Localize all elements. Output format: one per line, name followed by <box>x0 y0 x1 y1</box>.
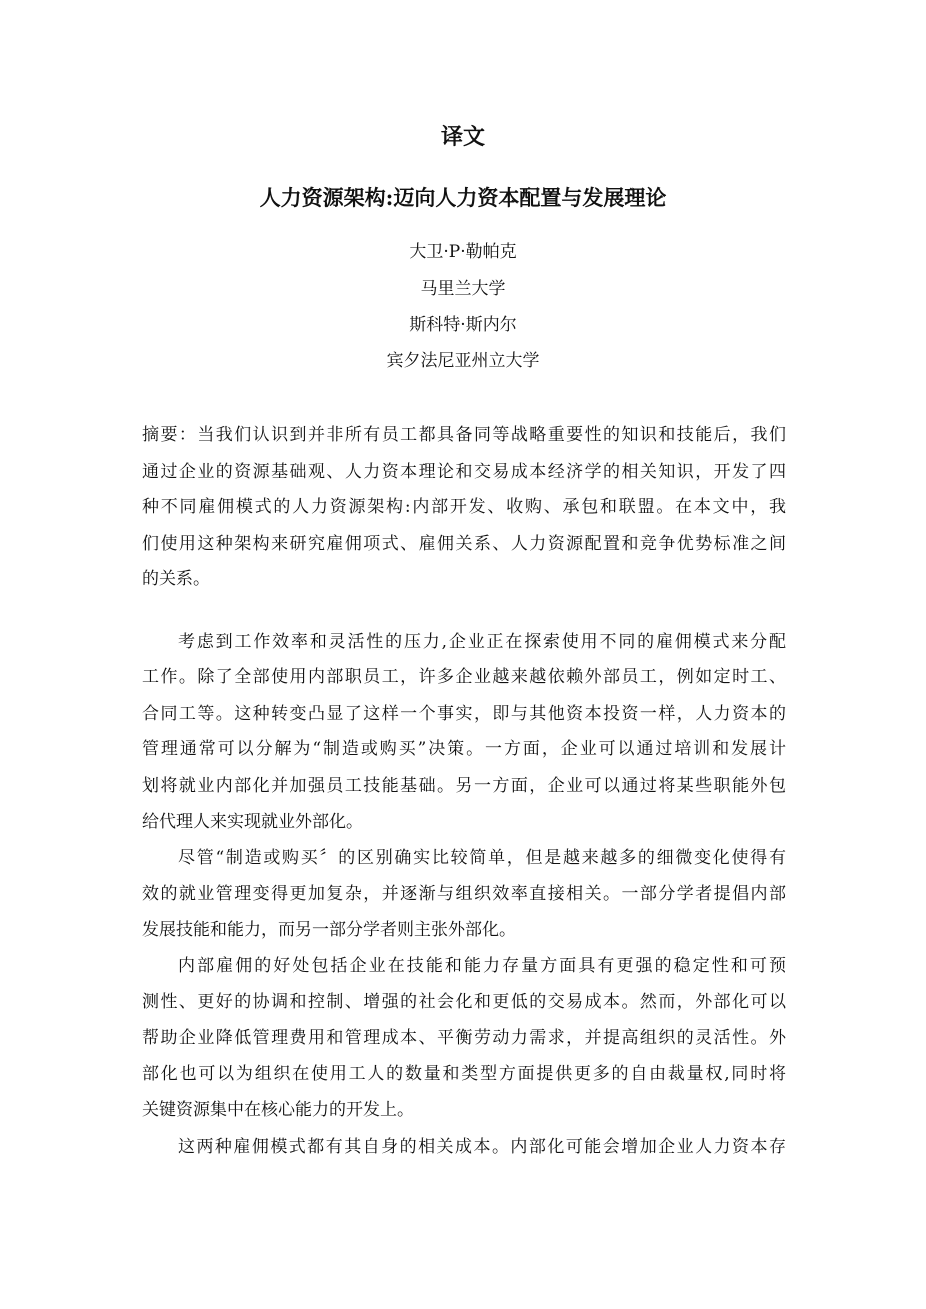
body-line: 工作。除了全部使用内部职员工，许多企业越来越依赖外部员工，例如定时工、 <box>142 667 786 687</box>
body-line: 效的就业管理变得更加复杂，并逐渐与组织效率直接相关。一部分学者提倡内部 <box>142 884 786 904</box>
abstract-line: 种不同雇佣模式的人力资源架构:内部开发、收购、承包和联盟。在本文中，我 <box>142 497 786 517</box>
author-name-1: 大卫·P·勒帕克 <box>409 242 517 262</box>
body-line: 给代理人来实现就业外部化。 <box>142 812 363 832</box>
body-line: 管理通常可以分解为“制造或购买”决策。一方面，企业可以通过培训和发展计 <box>142 739 786 759</box>
body-line: 测性、更好的协调和控制、增强的社会化和更低的交易成本。然而，外部化可以 <box>142 992 786 1012</box>
document-title: 人力资源架构:迈向人力资本配置与发展理论 <box>259 185 667 210</box>
body-line: 关键资源集中在核心能力的开发上。 <box>142 1100 414 1120</box>
body-line: 内部雇佣的好处包括企业在技能和能力存量方面具有更强的稳定性和可预 <box>178 956 786 976</box>
abstract-line: 的关系。 <box>142 569 210 589</box>
body-line: 帮助企业降低管理费用和管理成本、平衡劳动力需求，并提高组织的灵活性。外 <box>142 1028 786 1048</box>
body-line: 划将就业内部化并加强员工技能基础。另一方面，企业可以通过将某些职能外包 <box>142 776 786 796</box>
body-line: 合同工等。这种转变凸显了这样一个事实，即与其他资本投资一样，人力资本的 <box>142 704 786 724</box>
author-affiliation-2: 宾夕法尼亚州立大学 <box>386 351 540 371</box>
body-line: 部化也可以为组织在使用工人的数量和类型方面提供更多的自由裁量权,同时将 <box>142 1064 786 1084</box>
body-line: 考虑到工作效率和灵活性的压力,企业正在探索使用不同的雇佣模式来分配 <box>178 632 786 652</box>
author-affiliation-1: 马里兰大学 <box>420 279 506 299</box>
author-name-2: 斯科特·斯内尔 <box>409 315 517 335</box>
document-label: 译文 <box>440 124 485 150</box>
abstract-line: 通过企业的资源基础观、人力资本理论和交易成本经济学的相关知识，开发了四 <box>142 462 786 482</box>
abstract-line: 摘要：当我们认识到并非所有员工都具备同等战略重要性的知识和技能后，我们 <box>142 425 786 445</box>
body-line: 发展技能和能力，而另一部分学者则主张外部化。 <box>142 920 516 940</box>
body-line: 这两种雇佣模式都有其自身的相关成本。内部化可能会增加企业人力资本存 <box>178 1137 786 1157</box>
abstract-line: 们使用这种架构来研究雇佣项式、雇佣关系、人力资源配置和竞争优势标准之间 <box>142 534 786 554</box>
body-line: 尽管“制造或购买〞的区别确实比较简单，但是越来越多的细微变化使得有 <box>178 848 786 868</box>
